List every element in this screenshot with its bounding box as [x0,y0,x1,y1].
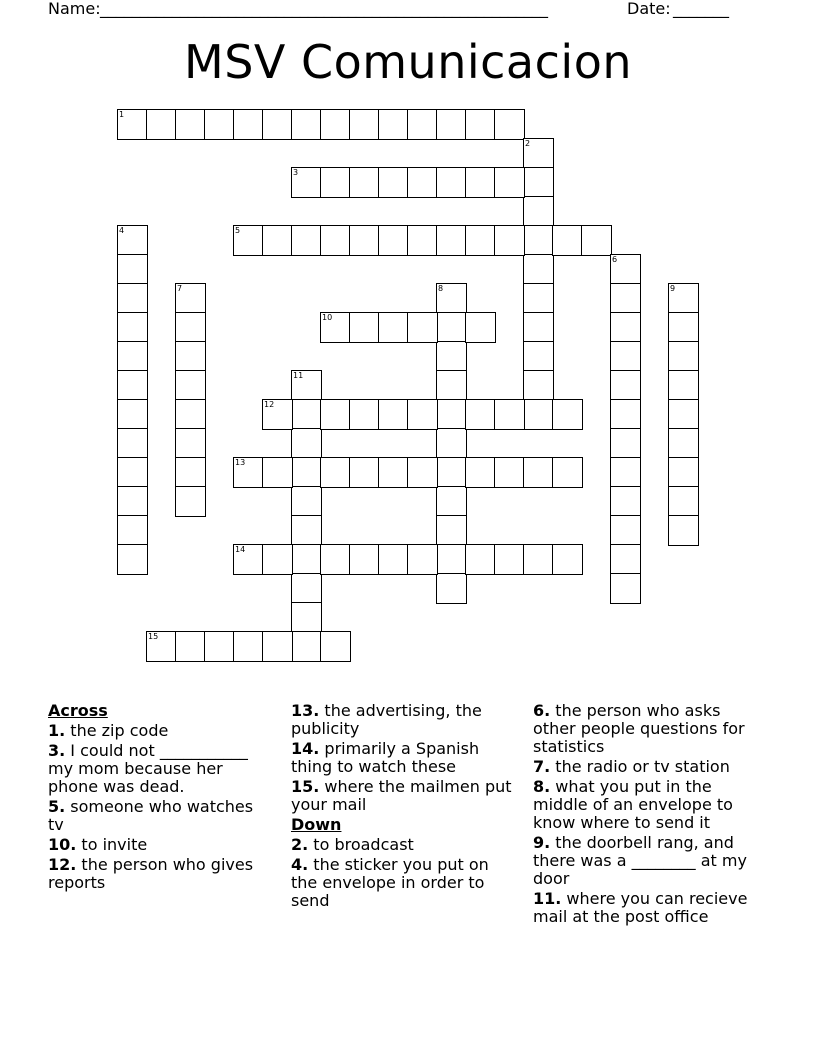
grid-cell[interactable] [407,167,438,198]
grid-cell[interactable] [610,312,641,343]
grid-cell[interactable] [291,167,322,198]
clue-number: 15 [148,632,159,641]
grid-cell[interactable] [494,109,525,140]
grid-cell[interactable] [523,254,554,285]
clue-across-13: 13. the advertising, the publicity [291,701,482,738]
grid-cell[interactable] [349,399,380,430]
grid-cell[interactable] [436,370,467,401]
grid-cell[interactable] [320,457,351,488]
clue-down-4: 4. the sticker you put on the envelope in order to send [291,855,489,910]
grid-cell[interactable] [523,457,554,488]
grid-cell[interactable] [523,196,554,227]
clue-across-1: 1. the zip code [48,721,169,740]
grid-cell[interactable] [291,544,322,575]
grid-cell[interactable] [320,544,351,575]
grid-cell[interactable] [465,312,496,343]
grid-cell[interactable] [378,399,409,430]
grid-cell[interactable] [175,109,206,140]
clues-column-2 [291,702,519,912]
grid-cell[interactable] [378,457,409,488]
grid-cell[interactable] [175,486,206,517]
grid-cell[interactable] [291,399,322,430]
grid-cell[interactable] [523,312,554,343]
grid-cell[interactable] [436,573,467,604]
grid-cell[interactable] [349,225,380,256]
clue-number: 8 [438,284,444,293]
name-label: Name: [48,0,101,18]
grid-cell[interactable] [262,225,293,256]
grid-cell[interactable] [291,109,322,140]
grid-cell[interactable] [523,138,554,169]
grid-cell[interactable] [117,457,148,488]
clue-number: 14 [235,545,246,554]
grid-cell[interactable] [523,341,554,372]
grid-cell[interactable] [523,283,554,314]
grid-cell[interactable] [668,399,699,430]
grid-cell[interactable] [262,399,293,430]
grid-cell[interactable] [262,109,293,140]
grid-cell[interactable] [291,370,322,401]
grid-cell[interactable] [117,341,148,372]
clue-number: 1 [119,110,125,119]
grid-cell[interactable] [117,428,148,459]
grid-cell[interactable] [291,225,322,256]
grid-cell[interactable] [494,167,525,198]
grid-cell[interactable] [465,457,496,488]
grid-cell[interactable] [233,631,264,662]
grid-cell[interactable] [378,167,409,198]
grid-cell[interactable] [349,457,380,488]
grid-cell[interactable] [610,457,641,488]
grid-cell[interactable] [668,515,699,546]
grid-cell[interactable] [175,341,206,372]
clue-across-5: 5. someone who watches tv [48,797,254,834]
grid-cell[interactable] [117,109,148,140]
clue-down-11: 11. where you can recieve mail at the post office [533,889,748,926]
grid-cell[interactable] [494,399,525,430]
grid-cell[interactable] [320,167,351,198]
clue-down-2: 2. to broadcast [291,835,414,854]
grid-cell[interactable] [668,370,699,401]
clue-number: 10 [322,313,333,322]
grid-cell[interactable] [436,283,467,314]
clue-number: 13 [235,458,246,467]
grid-cell[interactable] [407,399,438,430]
grid-cell[interactable] [117,544,148,575]
grid-cell[interactable] [291,515,322,546]
grid-cell[interactable] [320,312,351,343]
grid-cell[interactable] [349,544,380,575]
date-label: Date: [627,0,671,18]
grid-cell[interactable] [349,312,380,343]
grid-cell[interactable] [552,225,583,256]
grid-cell[interactable] [291,486,322,517]
grid-cell[interactable] [175,370,206,401]
grid-cell[interactable] [610,370,641,401]
grid-cell[interactable] [610,428,641,459]
grid-cell[interactable] [291,428,322,459]
clue-across-15: 15. where the mailmen put your mail [291,777,512,814]
grid-cell[interactable] [494,225,525,256]
grid-cell[interactable] [407,225,438,256]
grid-cell[interactable] [320,399,351,430]
grid-cell[interactable] [610,341,641,372]
grid-cell[interactable] [117,225,148,256]
grid-cell[interactable] [146,109,177,140]
grid-cell[interactable] [146,631,177,662]
grid-cell[interactable] [204,631,235,662]
grid-cell[interactable] [117,283,148,314]
grid-cell[interactable] [436,457,467,488]
grid-cell[interactable] [291,457,322,488]
grid-cell[interactable] [610,544,641,575]
grid-cell[interactable] [175,312,206,343]
grid-cell[interactable] [175,428,206,459]
grid-cell[interactable] [204,109,235,140]
date-line[interactable]: _______ [673,0,729,18]
grid-cell[interactable] [436,399,467,430]
clue-number: 11 [293,371,304,380]
grid-cell[interactable] [494,544,525,575]
grid-cell[interactable] [378,312,409,343]
grid-cell[interactable] [552,544,583,575]
grid-cell[interactable] [320,225,351,256]
grid-cell[interactable] [262,631,293,662]
grid-cell[interactable] [320,109,351,140]
grid-cell[interactable] [610,254,641,285]
grid-cell[interactable] [117,399,148,430]
grid-cell[interactable] [117,370,148,401]
grid-cell[interactable] [117,515,148,546]
grid-cell[interactable] [523,544,554,575]
grid-cell[interactable] [610,486,641,517]
clue-number: 9 [670,284,676,293]
grid-cell[interactable] [262,457,293,488]
grid-cell[interactable] [465,109,496,140]
clue-across-12: 12. the person who gives reports [48,855,254,892]
grid-cell[interactable] [233,457,264,488]
grid-cell[interactable] [436,544,467,575]
grid-cell[interactable] [465,167,496,198]
grid-cell[interactable] [465,399,496,430]
clue-number: 3 [293,168,299,177]
grid-cell[interactable] [552,399,583,430]
clue-number: 5 [235,226,241,235]
clue-number: 12 [264,400,275,409]
name-line[interactable]: ________________________________________________________ [100,0,548,18]
grid-cell[interactable] [610,515,641,546]
grid-cell[interactable] [117,486,148,517]
grid-cell[interactable] [175,399,206,430]
grid-cell[interactable] [175,283,206,314]
grid-cell[interactable] [523,167,554,198]
grid-cell[interactable] [117,312,148,343]
grid-cell[interactable] [175,631,206,662]
grid-cell[interactable] [175,457,206,488]
grid-cell[interactable] [117,254,148,285]
clue-number: 2 [525,139,531,148]
grid-cell[interactable] [291,573,322,604]
grid-cell[interactable] [407,312,438,343]
grid-cell[interactable] [291,631,322,662]
grid-cell[interactable] [262,544,293,575]
grid-cell[interactable] [436,109,467,140]
grid-cell[interactable] [581,225,612,256]
grid-cell[interactable] [523,399,554,430]
clue-number: 7 [177,284,183,293]
grid-cell[interactable] [233,109,264,140]
grid-cell[interactable] [233,225,264,256]
clue-number: 6 [612,255,618,264]
grid-cell[interactable] [494,457,525,488]
grid-cell[interactable] [436,428,467,459]
grid-cell[interactable] [523,370,554,401]
grid-cell[interactable] [378,544,409,575]
grid-cell[interactable] [668,457,699,488]
grid-cell[interactable] [378,225,409,256]
grid-cell[interactable] [320,631,351,662]
clues-column-3 [533,702,768,928]
grid-cell[interactable] [378,109,409,140]
grid-cell[interactable] [436,515,467,546]
grid-cell[interactable] [668,486,699,517]
clue-down-9: 9. the doorbell rang, and there was a ________ at my door [533,833,747,888]
grid-cell[interactable] [668,428,699,459]
grid-cell[interactable] [233,544,264,575]
across-heading: Across [48,701,108,720]
grid-cell[interactable] [349,167,380,198]
grid-cell[interactable] [407,109,438,140]
clue-number: 4 [119,226,125,235]
grid-cell[interactable] [407,544,438,575]
grid-cell[interactable] [668,283,699,314]
grid-cell[interactable] [668,312,699,343]
grid-cell[interactable] [523,225,554,256]
down-heading: Down [291,815,342,834]
grid-cell[interactable] [552,457,583,488]
page-title: MSV Comunicacion [184,35,632,89]
clue-down-6: 6. the person who asks other people questions for statistics [533,701,745,756]
grid-cell[interactable] [610,573,641,604]
grid-cell[interactable] [291,602,322,633]
grid-cell[interactable] [436,312,467,343]
grid-cell[interactable] [407,457,438,488]
grid-cell[interactable] [436,486,467,517]
clue-across-3: 3. I could not ___________ my mom because her phone was dead. [48,741,248,796]
clue-down-8: 8. what you put in the middle of an envelope to know where to send it [533,777,733,832]
grid-cell[interactable] [436,341,467,372]
grid-cell[interactable] [610,283,641,314]
grid-cell[interactable] [668,341,699,372]
clues-column-1 [48,702,273,894]
grid-cell[interactable] [610,399,641,430]
clue-across-14: 14. primarily a Spanish thing to watch these [291,739,480,776]
grid-cell[interactable] [465,544,496,575]
clue-across-10: 10. to invite [48,835,148,854]
grid-cell[interactable] [349,109,380,140]
grid-cell[interactable] [436,167,467,198]
clue-down-7: 7. the radio or tv station [533,757,730,776]
grid-cell[interactable] [436,225,467,256]
grid-cell[interactable] [465,225,496,256]
